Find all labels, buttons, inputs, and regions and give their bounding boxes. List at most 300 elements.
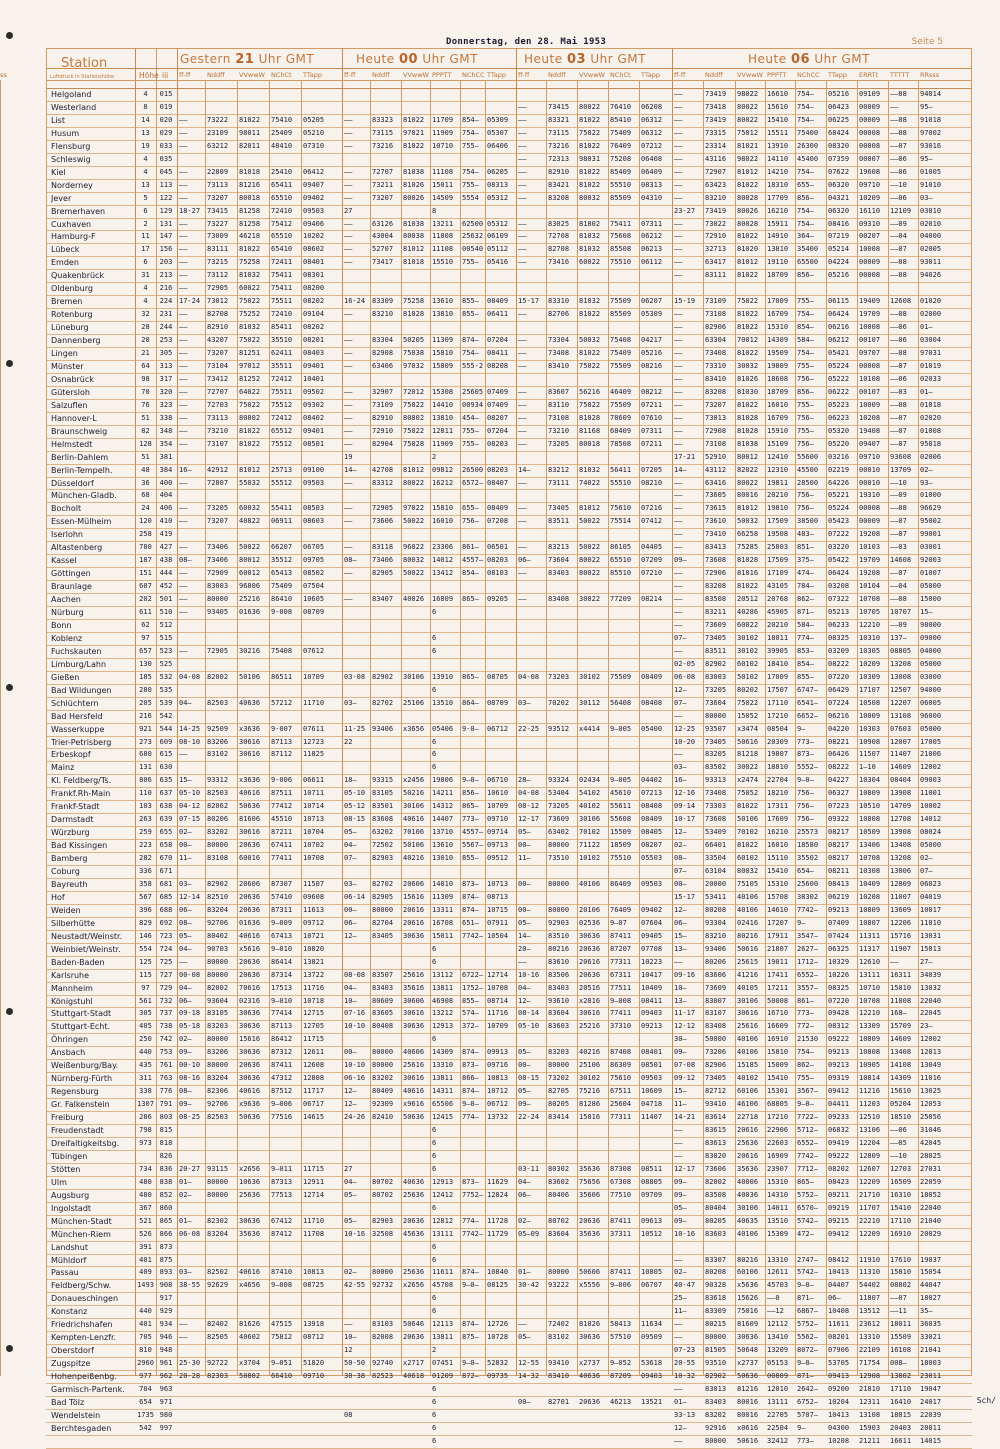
table-row xyxy=(46,853,972,864)
obs-cell: 16708 xyxy=(432,918,454,927)
obs-cell: ——03 xyxy=(890,543,907,552)
station-name: Bad Tölz xyxy=(51,1397,85,1407)
obs-cell: 874— xyxy=(462,1320,479,1329)
obs-cell: 72502 xyxy=(372,841,394,850)
obs-cell: 22809 xyxy=(207,167,229,176)
obs-cell: 11708 xyxy=(303,1229,325,1238)
table-row xyxy=(46,568,972,579)
obs-cell: 14910 xyxy=(767,232,789,241)
table-row xyxy=(46,141,972,152)
obs-cell: 93011 xyxy=(920,258,942,267)
obs-cell: 86511 xyxy=(271,672,293,681)
station-name: Kl. Feldberg/Ts. xyxy=(51,776,112,786)
obs-cell: 73609 xyxy=(548,815,570,824)
station-index: 742 xyxy=(159,1035,173,1044)
obs-cell: 81032 xyxy=(579,232,601,241)
obs-cell: 05221 xyxy=(828,491,850,500)
station-index: 655 xyxy=(159,828,173,837)
obs-cell: x4414 xyxy=(579,724,601,733)
obs-cell: 75509 xyxy=(610,361,632,370)
obs-cell: 6 xyxy=(432,1242,437,1251)
obs-cell: 9—0— xyxy=(462,776,479,785)
station-height: 202 xyxy=(139,595,152,604)
obs-cell: —— xyxy=(674,115,683,124)
obs-cell: 755— xyxy=(797,297,814,306)
obs-cell: 17211 xyxy=(767,983,789,992)
station-index: 542 xyxy=(159,711,173,720)
obs-cell: 06426 xyxy=(828,750,850,759)
obs-cell: 5712— xyxy=(797,1126,819,1134)
obs-cell: x3636 xyxy=(239,776,261,785)
obs-cell: 82903 xyxy=(372,854,394,863)
obs-cell: 80018 xyxy=(579,439,601,448)
station-name: Bremen xyxy=(51,297,83,307)
obs-cell: 14610 xyxy=(767,905,789,914)
obs-cell: 12210 xyxy=(859,1009,881,1018)
obs-cell: 854— xyxy=(797,323,814,332)
obs-cell: 05309 xyxy=(487,115,509,124)
obs-cell: 52707 xyxy=(372,245,394,254)
obs-cell: 09211 xyxy=(828,1190,850,1199)
obs-cell: 755— xyxy=(462,439,479,448)
obs-cell: 72410 xyxy=(271,206,293,215)
station-index: 216 xyxy=(159,284,173,293)
obs-cell: 14309 xyxy=(767,336,789,345)
station-name: Bocholt xyxy=(51,504,82,514)
obs-cell: 02536 xyxy=(579,918,601,927)
obs-cell: 06225 xyxy=(828,115,850,124)
obs-cell: —— xyxy=(518,387,527,396)
station-name: Bamberg xyxy=(51,854,88,864)
obs-cell: 83403 xyxy=(372,983,394,992)
obs-cell: 98022 xyxy=(737,90,759,98)
obs-cell: 08203 xyxy=(487,465,509,474)
obs-cell: —— xyxy=(344,336,353,345)
station-index: 317 xyxy=(159,374,173,383)
obs-cell: 30636 xyxy=(403,1022,425,1031)
obs-cell: 44047 xyxy=(920,1281,942,1290)
obs-cell: 19810 xyxy=(767,504,789,513)
obs-cell: 16609 xyxy=(767,1022,789,1031)
obs-cell: —— xyxy=(518,245,527,254)
obs-cell: 40026 xyxy=(403,595,425,604)
obs-cell: 16910 xyxy=(890,1229,912,1238)
subheader-03-3: NChCt xyxy=(610,71,631,79)
obs-cell: 15308 xyxy=(432,387,454,396)
obs-cell: 12— xyxy=(674,828,687,837)
obs-cell: 94026 xyxy=(920,271,942,280)
obs-cell: 30112 xyxy=(579,698,601,707)
obs-cell: 11715 xyxy=(303,1035,325,1044)
obs-cell: 23306 xyxy=(432,543,454,552)
table-row xyxy=(46,827,972,838)
obs-cell: —— xyxy=(674,349,683,357)
obs-cell: 11728 xyxy=(487,1216,509,1225)
obs-cell: 73205 xyxy=(207,504,229,513)
obs-cell: —— xyxy=(179,1333,188,1342)
table-row xyxy=(46,672,972,683)
station-index: 658 xyxy=(159,841,173,850)
obs-cell: —— xyxy=(518,232,527,241)
obs-cell: 12913 xyxy=(432,1177,454,1186)
obs-cell: 75510 xyxy=(610,854,632,863)
obs-cell: 09104 xyxy=(303,310,325,319)
obs-cell: 77516 xyxy=(271,1113,293,1122)
obs-cell: 11007 xyxy=(890,892,912,901)
obs-cell: 60022 xyxy=(737,620,759,629)
obs-cell: 73113 xyxy=(207,413,229,422)
obs-cell: 30636 xyxy=(579,1333,601,1342)
station-height: 130 xyxy=(139,659,152,668)
obs-cell: 32907 xyxy=(372,387,394,396)
obs-cell: 13910 xyxy=(432,672,454,681)
obs-cell: 73419 xyxy=(705,115,727,124)
obs-cell: 10808 xyxy=(859,815,881,824)
obs-cell: 05— xyxy=(518,1048,531,1057)
obs-cell: 85509 xyxy=(610,310,632,319)
obs-cell: 80022 xyxy=(579,102,601,111)
obs-cell: 40616 xyxy=(239,789,261,798)
obs-cell: 97022 xyxy=(403,504,425,513)
station-height: 680 xyxy=(139,750,152,759)
obs-cell: 25410 xyxy=(271,167,293,176)
obs-cell: ——04 xyxy=(890,582,907,591)
obs-cell: —— xyxy=(674,141,683,150)
obs-cell: 07504 xyxy=(303,582,325,591)
obs-cell: 81022 xyxy=(239,245,261,254)
obs-cell: 12113 xyxy=(432,1320,454,1329)
obs-cell: 13722 xyxy=(303,970,325,979)
obs-cell: 06611 xyxy=(303,776,325,785)
obs-cell: 50022 xyxy=(579,517,601,526)
obs-cell: 06-16 xyxy=(344,1074,366,1083)
obs-cell: 10728 xyxy=(487,1333,509,1342)
obs-cell: 13408 xyxy=(890,841,912,850)
obs-cell: 15310 xyxy=(767,1177,789,1186)
obs-cell: 873— xyxy=(797,750,814,759)
obs-cell: 00— xyxy=(674,879,687,888)
station-height: 128 xyxy=(139,439,152,448)
obs-cell: 11— xyxy=(179,854,192,863)
obs-cell: 12714 xyxy=(303,1190,325,1199)
obs-cell: ——08 xyxy=(890,349,907,357)
obs-cell: —— xyxy=(344,219,353,228)
obs-cell: 25636 xyxy=(737,1138,759,1147)
obs-cell: ——12 xyxy=(767,1307,784,1316)
obs-cell: 81026 xyxy=(579,1320,601,1329)
obs-cell: 09712 xyxy=(303,918,325,927)
obs-cell: 09705 xyxy=(303,556,325,565)
obs-cell: 09419 xyxy=(828,1138,850,1147)
obs-cell: 754— xyxy=(462,128,479,137)
obs-cell: —— xyxy=(674,543,683,552)
obs-cell: 06216 xyxy=(828,711,850,720)
station-height: 338 xyxy=(139,1087,152,1096)
obs-cell: 861— xyxy=(462,543,479,552)
obs-cell: 80205 xyxy=(705,1216,727,1225)
obs-cell: 07205 xyxy=(641,465,663,474)
obs-cell: 11611 xyxy=(828,1320,850,1329)
table-row xyxy=(46,1242,972,1253)
obs-cell: 73609 xyxy=(705,620,727,629)
obs-cell: 07204 xyxy=(487,336,509,345)
obs-cell: 81026 xyxy=(403,180,425,189)
obs-cell: 9—006 xyxy=(271,1100,293,1109)
obs-cell: 17507 xyxy=(767,685,789,694)
obs-cell: 66207 xyxy=(271,543,293,552)
obs-cell: 05214 xyxy=(828,245,850,254)
obs-cell: 75509 xyxy=(610,297,632,306)
obs-cell: 16809 xyxy=(432,595,454,604)
obs-cell: 30616 xyxy=(579,1009,601,1018)
obs-cell: 13006 xyxy=(890,867,912,875)
obs-cell: 07208 xyxy=(487,517,509,526)
obs-cell: —— xyxy=(518,258,527,267)
obs-cell: —— xyxy=(179,582,188,591)
obs-cell: 08409 xyxy=(641,672,663,681)
obs-cell: 77412 xyxy=(271,802,293,811)
obs-cell: 14509 xyxy=(432,193,454,202)
obs-cell: 19806 xyxy=(432,776,454,785)
obs-cell: 10-20 xyxy=(674,737,696,746)
obs-cell: —— xyxy=(674,439,683,448)
station-height: 20 xyxy=(141,336,150,345)
obs-cell: 754— xyxy=(462,167,479,176)
obs-cell: 80000 xyxy=(548,841,570,850)
obs-cell: 81022 xyxy=(403,115,425,124)
obs-cell: 20636 xyxy=(579,1397,601,1406)
obs-cell: 865— xyxy=(797,1177,814,1186)
obs-cell: 09412 xyxy=(828,1087,850,1096)
obs-cell: 80026 xyxy=(403,193,425,202)
subheader-00-1: Nddff xyxy=(372,71,390,79)
obs-cell: —— xyxy=(674,1126,683,1134)
station-name: Altastenberg xyxy=(51,543,103,553)
obs-cell: 15709 xyxy=(890,1022,912,1031)
obs-cell: 05423 xyxy=(828,517,850,526)
obs-cell: 13610 xyxy=(432,297,454,306)
obs-cell: 15054 xyxy=(920,1268,942,1277)
station-name: Karlsruhe xyxy=(51,970,90,980)
obs-cell: 16910 xyxy=(767,1035,789,1044)
obs-cell: 03— xyxy=(344,879,357,888)
obs-cell: —— xyxy=(518,167,527,176)
obs-cell: 50616 xyxy=(737,944,759,953)
obs-cell: 756— xyxy=(797,413,814,422)
obs-cell: 60106 xyxy=(737,1268,759,1277)
subheader-21-4: TTapp xyxy=(303,71,322,79)
obs-cell: 10009 xyxy=(859,711,881,720)
obs-cell: 08313 xyxy=(487,180,509,189)
obs-cell: 80026 xyxy=(737,206,759,215)
obs-cell: 75514 xyxy=(610,517,632,526)
obs-cell: 08802 xyxy=(890,1281,912,1290)
obs-cell: 11807 xyxy=(859,1294,881,1303)
station-name: Emden xyxy=(51,258,79,268)
obs-cell: 13710 xyxy=(432,828,454,837)
station-name: Stötten xyxy=(51,1164,81,1174)
obs-cell: 81252 xyxy=(239,374,261,383)
obs-cell: 96806 xyxy=(239,582,261,591)
station-height: 250 xyxy=(139,1035,152,1044)
obs-cell: 10708 xyxy=(859,854,881,863)
obs-cell: 83408 xyxy=(548,595,570,604)
obs-cell: 07451 xyxy=(432,1359,454,1368)
obs-cell: 00934 xyxy=(462,400,484,409)
obs-cell: 43105 xyxy=(767,582,789,591)
obs-cell: 80012 xyxy=(737,452,759,461)
station-height: 187 xyxy=(139,556,152,565)
obs-cell: 50606 xyxy=(579,1268,601,1277)
obs-cell: 30022 xyxy=(579,595,601,604)
obs-cell: 9—008 xyxy=(610,996,632,1005)
obs-cell: 11016 xyxy=(920,1074,942,1083)
obs-cell: 12415 xyxy=(432,1113,454,1122)
obs-cell: 81028 xyxy=(403,310,425,319)
obs-cell: —— xyxy=(344,128,353,137)
obs-cell: 08709 xyxy=(303,608,325,616)
obs-cell: 19047 xyxy=(920,1385,942,1393)
obs-cell: 12410 xyxy=(767,452,789,461)
obs-cell: 04— xyxy=(344,1177,357,1186)
obs-cell: 09109 xyxy=(859,90,881,98)
station-name: Baden-Baden xyxy=(51,957,105,967)
obs-cell: 85409 xyxy=(610,167,632,176)
obs-cell: 03— xyxy=(179,1268,192,1277)
obs-cell: 6 xyxy=(432,1164,437,1173)
table-row xyxy=(46,400,972,411)
obs-cell: 73412 xyxy=(207,374,229,383)
obs-cell: 13032 xyxy=(920,983,942,992)
obs-cell: 80000 xyxy=(548,879,570,888)
obs-cell: 46213 xyxy=(610,1397,632,1406)
obs-cell: ——06 xyxy=(890,167,907,176)
station-index: 725 xyxy=(159,957,173,966)
subheader-06-2: VVwwW xyxy=(737,71,763,79)
obs-cell: 05224 xyxy=(828,504,850,513)
obs-cell: 92629 xyxy=(207,1281,229,1290)
obs-cell: 80208 xyxy=(705,1268,727,1277)
station-index: 727 xyxy=(159,970,173,979)
obs-cell: —— xyxy=(179,310,188,319)
obs-cell: 83105 xyxy=(372,789,394,798)
obs-cell: 10820 xyxy=(303,944,325,953)
obs-cell: 80000 xyxy=(372,1268,394,1277)
table-row xyxy=(46,1125,972,1136)
obs-cell: 75022 xyxy=(579,361,601,370)
obs-cell: 08325 xyxy=(828,633,850,642)
obs-cell: 09213 xyxy=(641,1022,663,1031)
obs-cell: 10813 xyxy=(487,1074,509,1083)
obs-cell: 05— xyxy=(518,828,531,837)
date-line: Donnerstag, den 28. Mai 1953 xyxy=(446,37,607,47)
obs-cell: 83210 xyxy=(705,193,727,202)
obs-cell: 83603 xyxy=(705,1229,727,1238)
obs-cell: 47515 xyxy=(271,1320,293,1329)
obs-cell: 11309 xyxy=(432,892,454,901)
obs-cell: 20606 xyxy=(403,879,425,888)
station-index: 635 xyxy=(159,776,173,785)
subheader-00-0: ff-ff xyxy=(344,71,356,79)
table-row xyxy=(46,957,972,968)
obs-cell: 09502 xyxy=(303,387,325,396)
obs-cell: 80016 xyxy=(737,1410,759,1419)
station-height: 554 xyxy=(139,944,152,953)
obs-cell: 20636 xyxy=(579,944,601,953)
obs-cell: 02033 xyxy=(920,374,942,383)
obs-cell: 12— xyxy=(518,996,531,1005)
obs-cell: —— xyxy=(518,426,527,435)
obs-cell: —— xyxy=(179,400,188,409)
obs-cell: 75208 xyxy=(610,154,632,163)
obs-cell: 855— xyxy=(462,996,479,1005)
obs-cell: 12510 xyxy=(859,1113,881,1122)
obs-cell: 75511 xyxy=(271,387,293,396)
obs-cell: 80205 xyxy=(548,1100,570,1109)
obs-cell: 73205 xyxy=(548,439,570,448)
obs-cell: 50032 xyxy=(579,336,601,345)
obs-cell: 6722— xyxy=(462,970,484,979)
obs-cell: 32412 xyxy=(767,1436,789,1445)
obs-cell: —— xyxy=(674,128,683,137)
obs-cell: 50205 xyxy=(403,336,425,345)
obs-cell: 08— xyxy=(179,918,192,927)
obs-cell: 12— xyxy=(674,905,687,914)
station-index: 729 xyxy=(159,983,173,992)
obs-cell: 01000 xyxy=(920,491,942,500)
obs-cell: 21710 xyxy=(859,1190,881,1199)
obs-cell: 97012 xyxy=(239,361,261,370)
obs-cell: 92003 xyxy=(920,556,942,565)
obs-cell: 80000 xyxy=(207,595,229,604)
obs-cell: 73406 xyxy=(207,543,229,552)
obs-cell: ——07 xyxy=(890,361,907,370)
obs-cell: x9616 xyxy=(403,1100,425,1109)
obs-cell: 80022 xyxy=(737,102,759,111)
obs-cell: 09003 xyxy=(920,776,942,785)
obs-cell: —— xyxy=(674,245,683,254)
obs-cell: 12911 xyxy=(303,1177,325,1186)
obs-cell: 08125 xyxy=(487,1281,509,1290)
obs-cell: 756— xyxy=(797,789,814,798)
obs-cell: 13610 xyxy=(432,841,454,850)
obs-cell: 75052 xyxy=(737,789,759,798)
obs-cell: 15— xyxy=(674,931,687,940)
obs-cell: 9—0— xyxy=(797,1281,814,1290)
obs-cell: 755— xyxy=(797,361,814,370)
obs-cell: 08-16 xyxy=(179,1074,201,1083)
obs-cell: 70202 xyxy=(548,698,570,707)
obs-cell: 15— xyxy=(179,776,192,785)
obs-cell: 13811 xyxy=(432,1074,454,1083)
station-name: Lingen xyxy=(51,349,78,358)
obs-cell: 80028 xyxy=(737,193,759,202)
obs-cell: 11909 xyxy=(432,128,454,137)
obs-cell: 06408 xyxy=(641,154,663,163)
obs-cell: 23612 xyxy=(859,1320,881,1329)
station-index: 934 xyxy=(159,1320,173,1329)
obs-cell: 18810 xyxy=(767,763,789,772)
obs-cell: ——10 xyxy=(890,1151,907,1160)
obs-cell: 14609 xyxy=(890,763,912,772)
obs-cell: 12908 xyxy=(859,1372,881,1381)
obs-cell: 86410 xyxy=(271,595,293,604)
obs-cell: 6 xyxy=(432,1294,437,1303)
obs-cell: 06717 xyxy=(303,1100,325,1109)
obs-cell: 16210 xyxy=(767,828,789,837)
obs-cell: 83211 xyxy=(705,608,727,616)
obs-cell: 02— xyxy=(920,465,933,474)
